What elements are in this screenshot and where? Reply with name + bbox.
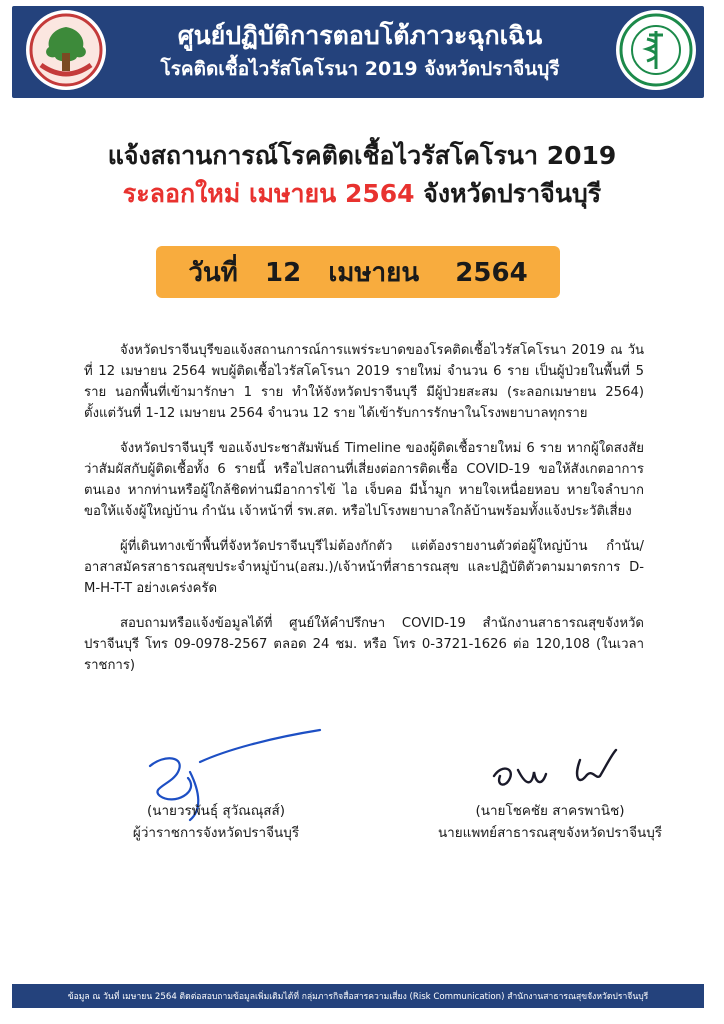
headline-title: แจ้งสถานการณ์โรคติดเชื้อไวรัสโคโรนา 2019 (107, 141, 617, 170)
signature-block-health-officer (420, 800, 680, 844)
signatory-name: (นายวรพันธุ์ สุวัณณุสส์) (146, 803, 286, 819)
signatory-title: นายแพทย์สาธารณสุขจังหวัดปราจีนบุรี (437, 825, 663, 841)
header-title-line1: ศูนย์ปฏิบัติการตอบโต้ภาวะฉุกเฉิน (177, 21, 543, 50)
header-title-line2: โรคติดเชื้อไวรัสโคโรนา 2019 จังหวัดปราจีนบุรี (160, 58, 560, 80)
signature-block-governor (86, 800, 346, 844)
paragraph-timeline: จังหวัดปราจีนบุรี ขอแจ้งประชาสัมพันธ์ Timeline ของผู้ติดเชื้อรายใหม่ 6 ราย หากผู้ใดสงสัยว่าสัมผัสกับผู้ติดเชื้อทั้ง 6 รายนี้ หรือไปสถานที่เสี่ยงต่อการติดเชื้อ COVID-19 ขอให้สังเกตอาการตนเอง หากท่านหรือผู้ใกล้ชิดท่านมีอาการไข้ ไอ เจ็บคอ มีน้ำมูก หายใจเหนื่อยหอบ หายใจลำบาก ขอให้แจ้งผู้ใหญ่บ้าน กำนัน เจ้าหน้าที่ รพ.สต. หรือไปโรงพยาบาลใกล้บ้านพร้อมทั้งแจ้งประวัติเสี่ยง (84, 441, 644, 519)
provincial-seal-icon (26, 10, 106, 90)
header-banner (12, 6, 704, 98)
ministry-public-health-icon (616, 10, 696, 90)
headline-wave-label: ระลอกใหม่ เมษายน 2564 (122, 179, 415, 208)
paragraph-travelers: ผู้ที่เดินทางเข้าพื้นที่จังหวัดปราจีนบุรีไม่ต้องกักตัว แต่ต้องรายงานตัวต่อผู้ใหญ่บ้าน กำนัน/อาสาสมัครสาธารณสุขประจำหมู่บ้าน(อสม.)/เจ้าหน้าที่สาธารณสุข และปฏิบัติตัวตามมาตรการ D-M-H-T-T อย่างเคร่งครัด (84, 539, 644, 596)
footer-bar: ข้อมูล ณ วันที่ เมษายน 2564 ติดต่อสอบถามข้อมูลเพิ่มเติมได้ที่ กลุ่มภารกิจสื่อสารความเสี่ยง (Risk Communication) สำนักงานสาธารณสุขจังหวัดปราจีนบุรี (12, 984, 704, 1008)
signatory-title: ผู้ว่าราชการจังหวัดปราจีนบุรี (132, 825, 300, 841)
paragraph-contact: สอบถามหรือแจ้งข้อมูลได้ที่ ศูนย์ให้คำปรึกษา COVID-19 สำนักงานสาธารณสุขจังหวัดปราจีนบุรี โทร 09-0978-2567 ตลอด 24 ชม. หรือ โทร 0-3721-1626 ต่อ 120,108 (ในเวลาราชการ) (84, 616, 644, 673)
headline-province: จังหวัดปราจีนบุรี (414, 179, 602, 208)
health-officer-signature-icon (488, 746, 658, 806)
paragraph-situation: จังหวัดปราจีนบุรีขอแจ้งสถานการณ์การแพร่ระบาดของโรคติดเชื้อไวรัสโคโรนา 2019 ณ วันที่ 12 เมษายน 2564 พบผู้ติดเชื้อไวรัสโคโรนา 2019 รายใหม่ จำนวน 6 ราย เป็นผู้ป่วยในพื้นที่ 5 ราย นอกพื้นที่เข้ามารักษา 1 ราย ทำให้จังหวัดปราจีนบุรี มีผู้ป่วยสะสม (ระลอกเมษายน 2564) ตั้งแต่วันที่ 1-12 เมษายน 2564 จำนวน 12 ราย ได้เข้ารับการรักษาในโรงพยาบาลทุกราย (84, 343, 644, 421)
signatory-name: (นายโชคชัย สาครพานิช) (475, 803, 625, 819)
announcement-body (84, 340, 644, 690)
headline-subtitle (0, 174, 724, 214)
date-badge: วันที่ 12 เมษายน 2564 (156, 246, 560, 298)
